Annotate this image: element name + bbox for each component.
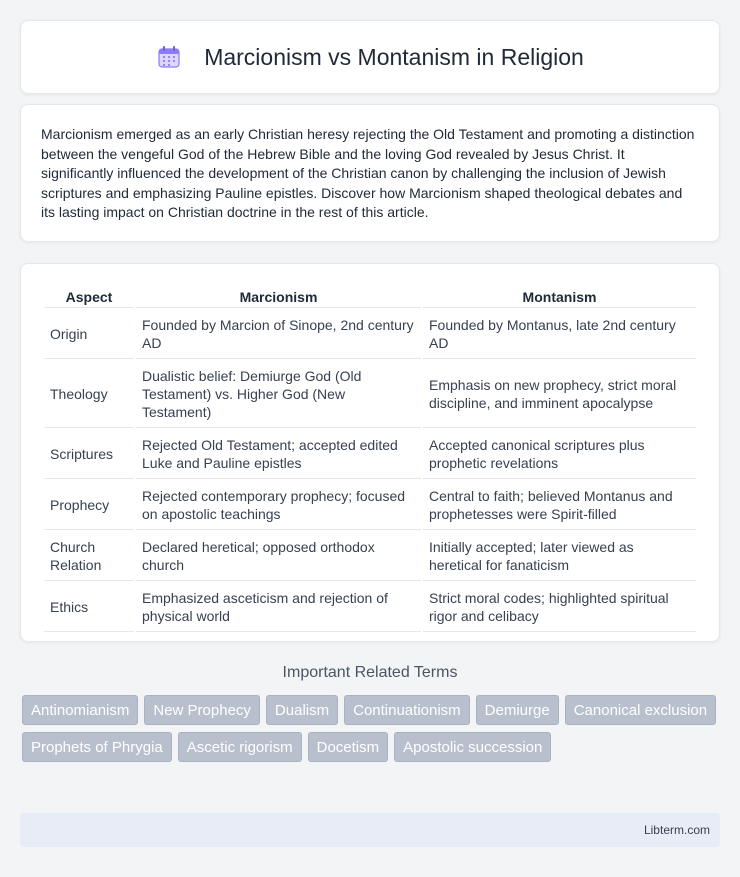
tag-canonical-exclusion[interactable]: Canonical exclusion (565, 695, 716, 725)
row-marcionism: Founded by Marcion of Sinope, 2nd century AD (136, 310, 421, 359)
row-aspect: Scriptures (44, 430, 134, 479)
row-aspect: Origin (44, 310, 134, 359)
row-marcionism: Dualistic belief: Demiurge God (Old Testament) vs. Higher God (New Testament) (136, 361, 421, 428)
table-row (44, 532, 696, 581)
page-title: Marcionism vs Montanism in Religion (204, 43, 584, 70)
header-aspect: Aspect (44, 286, 134, 308)
header-marcionism: Marcionism (136, 286, 421, 308)
table-header-row (44, 286, 696, 308)
row-aspect: Church Relation (44, 532, 134, 581)
footer (20, 813, 720, 847)
intro-text: Marcionism emerged as an early Christian heresy rejecting the Old Testament and promoting a distinction between the vengeful God of the Hebrew Bible and the loving God revealed by Jesus Christ. It significantly influenced the development of the Christian canon by challenging the inclusion of Jewish scriptures and emphasizing Pauline epistles. Discover how Marcionism shaped theological debates and its lasting impact on Christian doctrine in the rest of this article. (41, 126, 695, 221)
row-aspect: Prophecy (44, 481, 134, 530)
table-row (44, 430, 696, 479)
tag-docetism[interactable]: Docetism (308, 732, 389, 762)
table-row (44, 583, 696, 632)
comparison-card (20, 263, 720, 642)
related-terms-list (22, 695, 722, 762)
row-montanism: Emphasis on new prophecy, strict moral discipline, and imminent apocalypse (423, 361, 696, 428)
header-montanism: Montanism (423, 286, 696, 308)
tag-new-prophecy[interactable]: New Prophecy (144, 695, 260, 725)
table-row (44, 481, 696, 530)
footer-site-link[interactable]: Libterm.com (643, 823, 710, 837)
comparison-table (42, 284, 698, 634)
row-montanism: Central to faith; believed Montanus and prophetesses were Spirit-filled (423, 481, 696, 530)
row-montanism: Initially accepted; later viewed as heretical for fanaticism (423, 532, 696, 581)
tag-prophets-of-phrygia[interactable]: Prophets of Phrygia (22, 732, 172, 762)
header-card (20, 20, 720, 94)
row-marcionism: Declared heretical; opposed orthodox church (136, 532, 421, 581)
tag-apostolic-succession[interactable]: Apostolic succession (394, 732, 551, 762)
row-marcionism: Rejected Old Testament; accepted edited Luke and Pauline epistles (136, 430, 421, 479)
table-row (44, 361, 696, 428)
row-montanism: Strict moral codes; highlighted spiritual rigor and celibacy (423, 583, 696, 632)
tag-antinomianism[interactable]: Antinomianism (22, 695, 138, 725)
intro-card (20, 104, 720, 242)
row-marcionism: Rejected contemporary prophecy; focused on apostolic teachings (136, 481, 421, 530)
tag-demiurge[interactable]: Demiurge (476, 695, 559, 725)
table-row (44, 310, 696, 359)
row-aspect: Ethics (44, 583, 134, 632)
calendar-icon (156, 44, 182, 70)
tag-dualism[interactable]: Dualism (266, 695, 338, 725)
row-montanism: Accepted canonical scriptures plus prophetic revelations (423, 430, 696, 479)
related-terms-title: Important Related Terms (282, 664, 458, 681)
row-marcionism: Emphasized asceticism and rejection of physical world (136, 583, 421, 632)
row-montanism: Founded by Montanus, late 2nd century AD (423, 310, 696, 359)
row-aspect: Theology (44, 361, 134, 428)
tag-continuationism[interactable]: Continuationism (344, 695, 470, 725)
tag-ascetic-rigorism[interactable]: Ascetic rigorism (178, 732, 302, 762)
